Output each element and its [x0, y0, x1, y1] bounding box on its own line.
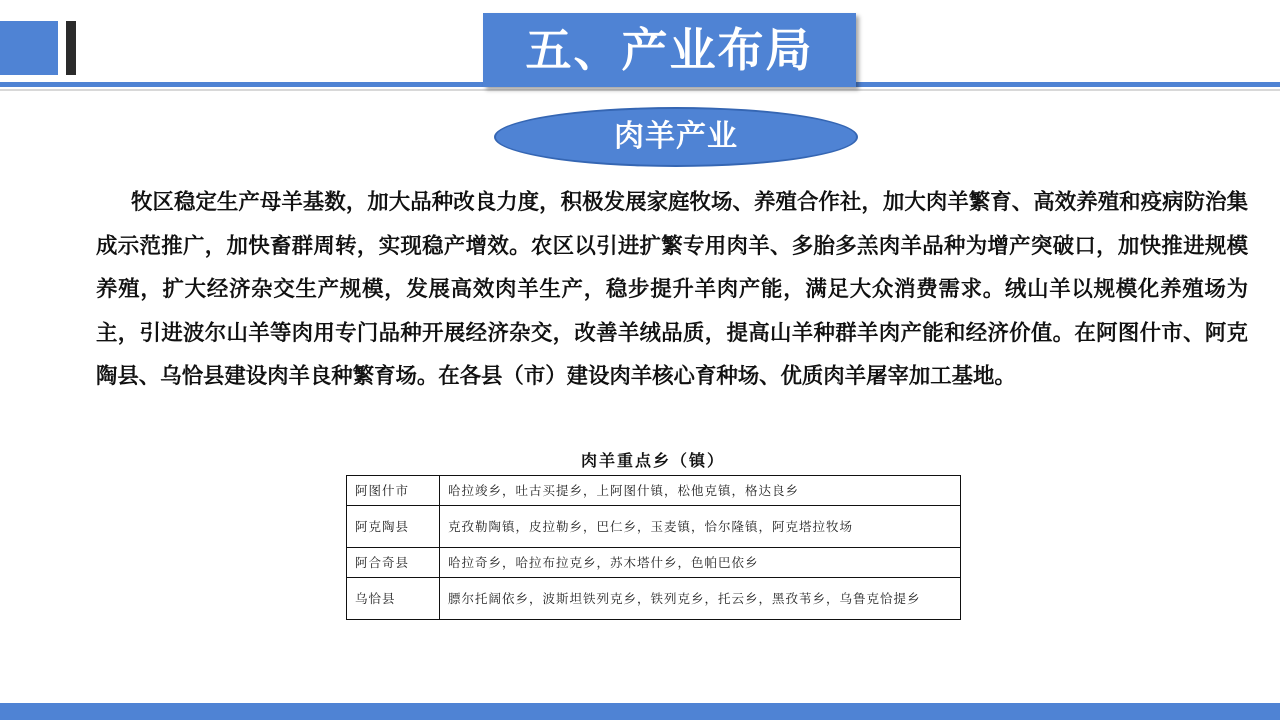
county-cell: 阿图什市: [347, 476, 440, 506]
towns-cell: 哈拉竣乡，吐古买提乡，上阿图什镇，松他克镇，格达良乡: [440, 476, 961, 506]
table-row: [347, 578, 961, 620]
key-towns-table: [346, 475, 961, 620]
header-rule-shadow: [0, 89, 1280, 91]
county-cell: 阿克陶县: [347, 506, 440, 548]
section-title: 肉羊产业: [494, 107, 858, 167]
body-paragraph: 牧区稳定生产母羊基数，加大品种改良力度，积极发展家庭牧场、养殖合作社，加大肉羊繁育、高效养殖和疫病防治集成示范推广，加快畜群周转，实现稳产增效。农区以引进扩繁专用肉羊、多胎多羔肉羊品种为增产突破口，加快推进规模养殖，扩大经济杂交生产规模，发展高效肉羊生产，稳步提升羊肉产能，满足大众消费需求。绒山羊以规模化养殖场为主，引进波尔山羊等肉用专门品种开展经济杂交，改善羊绒品质，提高山羊种群羊肉产能和经济价值。在阿图什市、阿克陶县、乌恰县建设肉羊良种繁育场。在各县（市）建设肉羊核心育种场、优质肉羊屠宰加工基地。: [96, 190, 1248, 389]
county-cell: 阿合奇县: [347, 548, 440, 578]
table-caption: 肉羊重点乡（镇）: [580, 451, 725, 470]
decor-blue-square: [0, 21, 58, 75]
county-cell: 乌恰县: [347, 578, 440, 620]
table-row: [347, 476, 961, 506]
table-row: [347, 506, 961, 548]
table-row: [347, 548, 961, 578]
towns-cell: 克孜勒陶镇，皮拉勒乡，巴仁乡，玉麦镇，恰尔隆镇，阿克塔拉牧场: [440, 506, 961, 548]
footer-bar: [0, 703, 1280, 720]
towns-cell: 膘尔托阔依乡，波斯坦铁列克乡，铁列克乡，托云乡，黑孜苇乡，乌鲁克恰提乡: [440, 578, 961, 620]
slide-title: 五、产业布局: [483, 13, 856, 87]
decor-dark-bar: [66, 21, 76, 75]
towns-cell: 哈拉奇乡，哈拉布拉克乡，苏木塔什乡，色帕巴依乡: [440, 548, 961, 578]
